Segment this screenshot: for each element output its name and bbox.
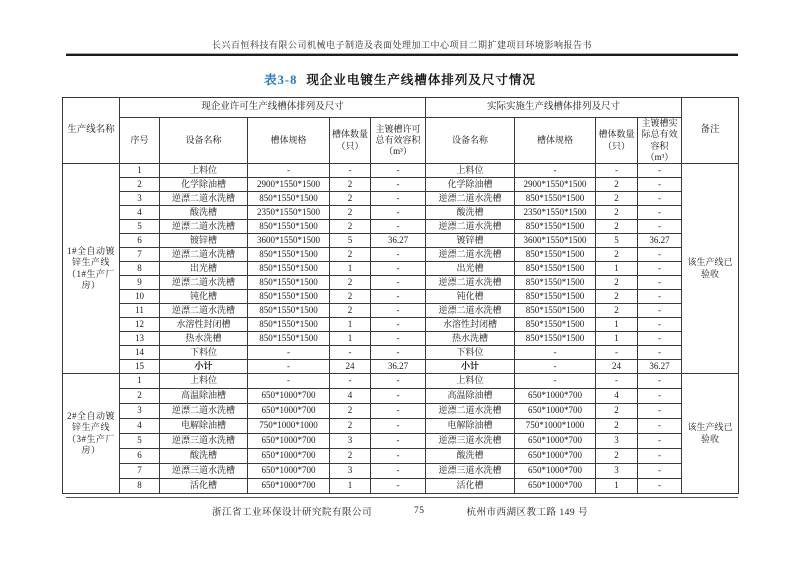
cell-actual-count: 3 <box>596 464 638 479</box>
cell-actual-count: 4 <box>596 389 638 404</box>
cell-actual-equipment: 上料位 <box>426 374 515 389</box>
cell-permitted-volume: - <box>371 419 426 434</box>
cell-permitted-equipment: 热水洗槽 <box>160 332 248 346</box>
cell-actual-equipment: 逆漂二道水洗槽 <box>426 404 515 419</box>
cell-actual-volume: - <box>638 192 682 206</box>
cell-actual-spec: 650*1000*700 <box>515 434 596 449</box>
cell-permitted-volume: - <box>371 192 426 206</box>
cell-actual-spec: 650*1000*700 <box>515 479 596 494</box>
table-row <box>63 479 739 494</box>
table-row <box>63 178 739 192</box>
cell-permitted-volume: - <box>371 248 426 262</box>
table-row <box>63 389 739 404</box>
cell-seq: 5 <box>120 434 160 449</box>
cell-actual-volume: - <box>638 464 682 479</box>
cell-permitted-volume: - <box>371 346 426 360</box>
cell-permitted-equipment: 下料位 <box>160 346 248 360</box>
table-row <box>63 304 739 318</box>
cell-permitted-spec: 850*1550*1500 <box>248 290 330 304</box>
cell-actual-spec: - <box>515 164 596 178</box>
table-row <box>63 220 739 234</box>
cell-permitted-equipment: 上料位 <box>160 374 248 389</box>
cell-actual-volume: - <box>638 178 682 192</box>
cell-actual-volume: - <box>638 220 682 234</box>
cell-actual-count: 3 <box>596 434 638 449</box>
footer <box>0 504 800 518</box>
cell-permitted-equipment: 逆漂二道水洗槽 <box>160 276 248 290</box>
cell-seq: 4 <box>120 206 160 220</box>
cell-actual-spec: 2350*1550*1500 <box>515 206 596 220</box>
cell-actual-count: 2 <box>596 248 638 262</box>
table-row <box>63 360 739 374</box>
cell-actual-spec: 850*1550*1500 <box>515 262 596 276</box>
cell-actual-spec: 850*1550*1500 <box>515 304 596 318</box>
cell-seq: 6 <box>120 449 160 464</box>
cell-permitted-spec: - <box>248 346 330 360</box>
cell-actual-count: 1 <box>596 479 638 494</box>
cell-permitted-spec: 850*1550*1500 <box>248 220 330 234</box>
cell-permitted-equipment: 逆漂三道水洗槽 <box>160 434 248 449</box>
table-row <box>63 248 739 262</box>
cell-seq: 5 <box>120 220 160 234</box>
cell-actual-equipment: 出光槽 <box>426 262 515 276</box>
table-row <box>63 262 739 276</box>
cell-actual-volume: - <box>638 206 682 220</box>
cell-actual-equipment: 逆漂二道水洗槽 <box>426 304 515 318</box>
footer-company: 浙江省工业环保设计研究院有限公司 <box>211 508 372 518</box>
cell-actual-volume: - <box>638 276 682 290</box>
cell-permitted-equipment: 小计 <box>160 360 248 374</box>
cell-actual-volume: - <box>638 346 682 360</box>
table-row <box>63 164 739 178</box>
cell-permitted-equipment: 逆漂二道水洗槽 <box>160 304 248 318</box>
cell-permitted-count: 4 <box>330 389 371 404</box>
cell-seq: 3 <box>120 192 160 206</box>
table-row <box>63 332 739 346</box>
table-title <box>0 70 800 88</box>
cell-permitted-count: 2 <box>330 178 371 192</box>
cell-actual-count: 2 <box>596 404 638 419</box>
table-row <box>63 449 739 464</box>
cell-actual-equipment: 逆漂二道水洗槽 <box>426 276 515 290</box>
cell-actual-volume: 36.27 <box>638 234 682 248</box>
cell-permitted-spec: 650*1000*700 <box>248 404 330 419</box>
cell-seq: 6 <box>120 234 160 248</box>
cell-permitted-spec: 650*1000*700 <box>248 449 330 464</box>
cell-actual-spec: 850*1550*1500 <box>515 248 596 262</box>
cell-permitted-equipment: 酸洗槽 <box>160 206 248 220</box>
cell-permitted-volume: - <box>371 389 426 404</box>
cell-permitted-spec: 850*1550*1500 <box>248 192 330 206</box>
table-title-text: 现企业电镀生产线槽体排列及尺寸情况 <box>306 73 536 87</box>
cell-seq: 1 <box>120 164 160 178</box>
cell-actual-count: 2 <box>596 178 638 192</box>
cell-actual-count: - <box>596 374 638 389</box>
cell-permitted-count: 2 <box>330 290 371 304</box>
cell-actual-equipment: 逆漂二道水洗槽 <box>426 220 515 234</box>
cell-permitted-volume: - <box>371 332 426 346</box>
cell-permitted-equipment: 活化槽 <box>160 479 248 494</box>
cell-permitted-volume: - <box>371 434 426 449</box>
cell-actual-count: 5 <box>596 234 638 248</box>
table-row <box>63 404 739 419</box>
cell-seq: 1 <box>120 374 160 389</box>
cell-permitted-count: 1 <box>330 318 371 332</box>
cell-seq: 4 <box>120 419 160 434</box>
cell-actual-count: 2 <box>596 206 638 220</box>
cell-seq: 7 <box>120 248 160 262</box>
section-remark: 该生产线已验收 <box>682 374 739 494</box>
cell-permitted-spec: 650*1000*700 <box>248 479 330 494</box>
cell-permitted-spec: 650*1000*700 <box>248 389 330 404</box>
cell-permitted-count: 2 <box>330 276 371 290</box>
cell-permitted-volume: - <box>371 164 426 178</box>
table-number: 表3-8 <box>264 73 298 87</box>
col-header-count-permitted: 槽体数量（只） <box>330 118 371 164</box>
cell-actual-count: 2 <box>596 192 638 206</box>
cell-actual-spec: 850*1550*1500 <box>515 332 596 346</box>
cell-permitted-spec: 850*1550*1500 <box>248 304 330 318</box>
cell-permitted-count: 2 <box>330 304 371 318</box>
cell-permitted-count: 2 <box>330 248 371 262</box>
cell-permitted-equipment: 出光槽 <box>160 262 248 276</box>
cell-permitted-spec: 850*1550*1500 <box>248 332 330 346</box>
footer-address: 杭州市西湖区教工路 149 号 <box>466 508 589 518</box>
cell-actual-volume: - <box>638 318 682 332</box>
cell-permitted-equipment: 逆漂二道水洗槽 <box>160 220 248 234</box>
footer-rule <box>66 497 738 498</box>
cell-actual-equipment: 高温除油槽 <box>426 389 515 404</box>
cell-permitted-equipment: 逆漂三道水洗槽 <box>160 464 248 479</box>
cell-permitted-volume: - <box>371 290 426 304</box>
cell-permitted-count: 2 <box>330 192 371 206</box>
table-row <box>63 192 739 206</box>
cell-permitted-equipment: 水溶性封闭槽 <box>160 318 248 332</box>
table-row <box>63 290 739 304</box>
cell-actual-equipment: 活化槽 <box>426 479 515 494</box>
cell-permitted-count: - <box>330 346 371 360</box>
cell-actual-volume: - <box>638 479 682 494</box>
table-row <box>63 276 739 290</box>
cell-permitted-equipment: 酸洗槽 <box>160 449 248 464</box>
cell-actual-spec: 850*1550*1500 <box>515 192 596 206</box>
cell-permitted-spec: 3600*1550*1500 <box>248 234 330 248</box>
cell-permitted-count: 1 <box>330 479 371 494</box>
cell-permitted-count: 2 <box>330 449 371 464</box>
cell-permitted-spec: 650*1000*700 <box>248 464 330 479</box>
cell-permitted-equipment: 逆漂二道水洗槽 <box>160 248 248 262</box>
cell-permitted-count: - <box>330 374 371 389</box>
cell-actual-count: 2 <box>596 220 638 234</box>
cell-permitted-volume: - <box>371 318 426 332</box>
cell-permitted-count: 1 <box>330 262 371 276</box>
cell-actual-equipment: 上料位 <box>426 164 515 178</box>
col-header-permitted-volume: 主镀槽许可总有效容积（m³） <box>371 118 426 164</box>
cell-actual-equipment: 逆漂二道水洗槽 <box>426 192 515 206</box>
cell-actual-count: - <box>596 164 638 178</box>
table-row <box>63 419 739 434</box>
cell-actual-spec: 650*1000*700 <box>515 404 596 419</box>
header-rule <box>66 53 738 56</box>
table-row <box>63 464 739 479</box>
cell-permitted-equipment: 镀锌槽 <box>160 234 248 248</box>
cell-actual-spec: 650*1000*700 <box>515 464 596 479</box>
cell-actual-volume: - <box>638 164 682 178</box>
cell-permitted-equipment: 逆漂二道水洗槽 <box>160 192 248 206</box>
cell-actual-volume: - <box>638 419 682 434</box>
cell-seq: 7 <box>120 464 160 479</box>
cell-actual-spec: - <box>515 360 596 374</box>
cell-permitted-volume: - <box>371 304 426 318</box>
cell-permitted-equipment: 电解除油槽 <box>160 419 248 434</box>
cell-actual-spec: 850*1550*1500 <box>515 276 596 290</box>
cell-seq: 8 <box>120 262 160 276</box>
cell-permitted-spec: 2350*1550*1500 <box>248 206 330 220</box>
cell-actual-equipment: 小计 <box>426 360 515 374</box>
cell-permitted-count: - <box>330 164 371 178</box>
cell-permitted-spec: - <box>248 374 330 389</box>
col-header-spec-actual: 槽体规格 <box>515 118 596 164</box>
cell-permitted-spec: 650*1000*700 <box>248 434 330 449</box>
cell-actual-volume: - <box>638 449 682 464</box>
cell-actual-spec: 3600*1550*1500 <box>515 234 596 248</box>
cell-permitted-volume: - <box>371 404 426 419</box>
cell-permitted-volume: 36.27 <box>371 234 426 248</box>
cell-permitted-count: 2 <box>330 206 371 220</box>
table-row <box>63 434 739 449</box>
col-header-actual-volume: 主镀槽实际总有效容积（m³） <box>638 118 682 164</box>
cell-actual-count: 2 <box>596 304 638 318</box>
cell-actual-volume: 36.27 <box>638 360 682 374</box>
cell-actual-count: 1 <box>596 318 638 332</box>
cell-permitted-volume: - <box>371 464 426 479</box>
cell-seq: 15 <box>120 360 160 374</box>
cell-permitted-volume: - <box>371 276 426 290</box>
cell-permitted-count: 5 <box>330 234 371 248</box>
cell-permitted-spec: - <box>248 360 330 374</box>
cell-permitted-volume: - <box>371 220 426 234</box>
cell-permitted-count: 1 <box>330 332 371 346</box>
cell-permitted-spec: 2900*1550*1500 <box>248 178 330 192</box>
cell-actual-equipment: 逆漂三道水洗槽 <box>426 434 515 449</box>
cell-actual-spec: 850*1550*1500 <box>515 220 596 234</box>
section-remark: 该生产线已验收 <box>682 164 739 374</box>
cell-actual-equipment: 酸洗槽 <box>426 206 515 220</box>
cell-actual-volume: - <box>638 304 682 318</box>
col-header-remark: 备注 <box>682 98 739 164</box>
cell-permitted-volume: - <box>371 206 426 220</box>
col-header-seq: 序号 <box>120 118 160 164</box>
cell-actual-volume: - <box>638 248 682 262</box>
col-header-spec-permitted: 槽体规格 <box>248 118 330 164</box>
cell-actual-spec: 850*1550*1500 <box>515 318 596 332</box>
report-header: 长兴百恒科技有限公司机械电子制造及表面处理加工中心项目二期扩建项目环境影响报告书 <box>211 40 592 50</box>
col-header-equipment-permitted: 设备名称 <box>160 118 248 164</box>
cell-actual-equipment: 逆漂三道水洗槽 <box>426 464 515 479</box>
cell-permitted-equipment: 化学除油槽 <box>160 178 248 192</box>
table-row <box>63 374 739 389</box>
cell-actual-equipment: 酸洗槽 <box>426 449 515 464</box>
cell-actual-count: 1 <box>596 332 638 346</box>
cell-seq: 14 <box>120 346 160 360</box>
cell-permitted-spec: 750*1000*1000 <box>248 419 330 434</box>
table-row <box>63 234 739 248</box>
col-header-count-actual: 槽体数量（只） <box>596 118 638 164</box>
cell-actual-spec: 650*1000*700 <box>515 449 596 464</box>
cell-permitted-count: 3 <box>330 464 371 479</box>
cell-actual-volume: - <box>638 389 682 404</box>
cell-permitted-equipment: 上料位 <box>160 164 248 178</box>
cell-actual-count: - <box>596 346 638 360</box>
cell-actual-spec: - <box>515 346 596 360</box>
cell-permitted-spec: - <box>248 164 330 178</box>
cell-permitted-volume: 36.27 <box>371 360 426 374</box>
cell-seq: 10 <box>120 290 160 304</box>
section-label: 2#全自动镀锌生产线（3#生产厂房） <box>63 374 120 494</box>
cell-actual-volume: - <box>638 290 682 304</box>
cell-actual-equipment: 逆漂二道水洗槽 <box>426 248 515 262</box>
cell-seq: 2 <box>120 389 160 404</box>
cell-seq: 8 <box>120 479 160 494</box>
cell-permitted-spec: 850*1550*1500 <box>248 276 330 290</box>
cell-actual-count: 2 <box>596 290 638 304</box>
cell-permitted-count: 2 <box>330 220 371 234</box>
table-row <box>63 318 739 332</box>
cell-permitted-equipment: 逆漂二道水洗槽 <box>160 404 248 419</box>
cell-permitted-spec: 850*1550*1500 <box>248 248 330 262</box>
table-row <box>63 346 739 360</box>
cell-permitted-equipment: 钝化槽 <box>160 290 248 304</box>
tank-table <box>62 97 739 494</box>
cell-permitted-volume: - <box>371 178 426 192</box>
cell-permitted-spec: 850*1550*1500 <box>248 262 330 276</box>
cell-actual-equipment: 热水洗槽 <box>426 332 515 346</box>
cell-actual-equipment: 镀锌槽 <box>426 234 515 248</box>
cell-actual-count: 2 <box>596 449 638 464</box>
col-header-production-line: 生产线名称 <box>63 98 120 164</box>
cell-permitted-volume: - <box>371 374 426 389</box>
cell-actual-equipment: 钝化槽 <box>426 290 515 304</box>
cell-permitted-count: 3 <box>330 434 371 449</box>
cell-actual-count: 1 <box>596 262 638 276</box>
cell-permitted-volume: - <box>371 479 426 494</box>
cell-actual-volume: - <box>638 404 682 419</box>
cell-actual-volume: - <box>638 434 682 449</box>
group-header-actual: 实际实施生产线槽体排列及尺寸 <box>426 98 682 118</box>
cell-permitted-count: 24 <box>330 360 371 374</box>
cell-actual-spec: 850*1550*1500 <box>515 290 596 304</box>
cell-actual-count: 2 <box>596 419 638 434</box>
cell-actual-equipment: 电解除油槽 <box>426 419 515 434</box>
cell-actual-spec: 650*1000*700 <box>515 389 596 404</box>
cell-permitted-count: 2 <box>330 404 371 419</box>
cell-actual-spec: 750*1000*1000 <box>515 419 596 434</box>
section-label: 1#全自动镀锌生产线（1#生产厂房） <box>63 164 120 374</box>
cell-permitted-volume: - <box>371 262 426 276</box>
cell-actual-count: 2 <box>596 276 638 290</box>
footer-page-number: 75 <box>414 506 425 516</box>
cell-seq: 12 <box>120 318 160 332</box>
col-header-equipment-actual: 设备名称 <box>426 118 515 164</box>
cell-permitted-count: 2 <box>330 419 371 434</box>
table-row <box>63 206 739 220</box>
cell-seq: 2 <box>120 178 160 192</box>
cell-seq: 13 <box>120 332 160 346</box>
cell-actual-volume: - <box>638 332 682 346</box>
cell-actual-spec: 2900*1550*1500 <box>515 178 596 192</box>
cell-actual-equipment: 化学除油槽 <box>426 178 515 192</box>
cell-permitted-equipment: 高温除油槽 <box>160 389 248 404</box>
cell-permitted-volume: - <box>371 449 426 464</box>
cell-actual-equipment: 下料位 <box>426 346 515 360</box>
cell-seq: 9 <box>120 276 160 290</box>
cell-seq: 3 <box>120 404 160 419</box>
cell-actual-count: 24 <box>596 360 638 374</box>
group-header-permitted: 现企业许可生产线槽体排列及尺寸 <box>120 98 426 118</box>
cell-permitted-spec: 850*1550*1500 <box>248 318 330 332</box>
cell-actual-volume: - <box>638 374 682 389</box>
cell-seq: 11 <box>120 304 160 318</box>
cell-actual-volume: - <box>638 262 682 276</box>
table-body <box>63 164 739 494</box>
cell-actual-equipment: 水溶性封闭槽 <box>426 318 515 332</box>
cell-actual-spec: - <box>515 374 596 389</box>
